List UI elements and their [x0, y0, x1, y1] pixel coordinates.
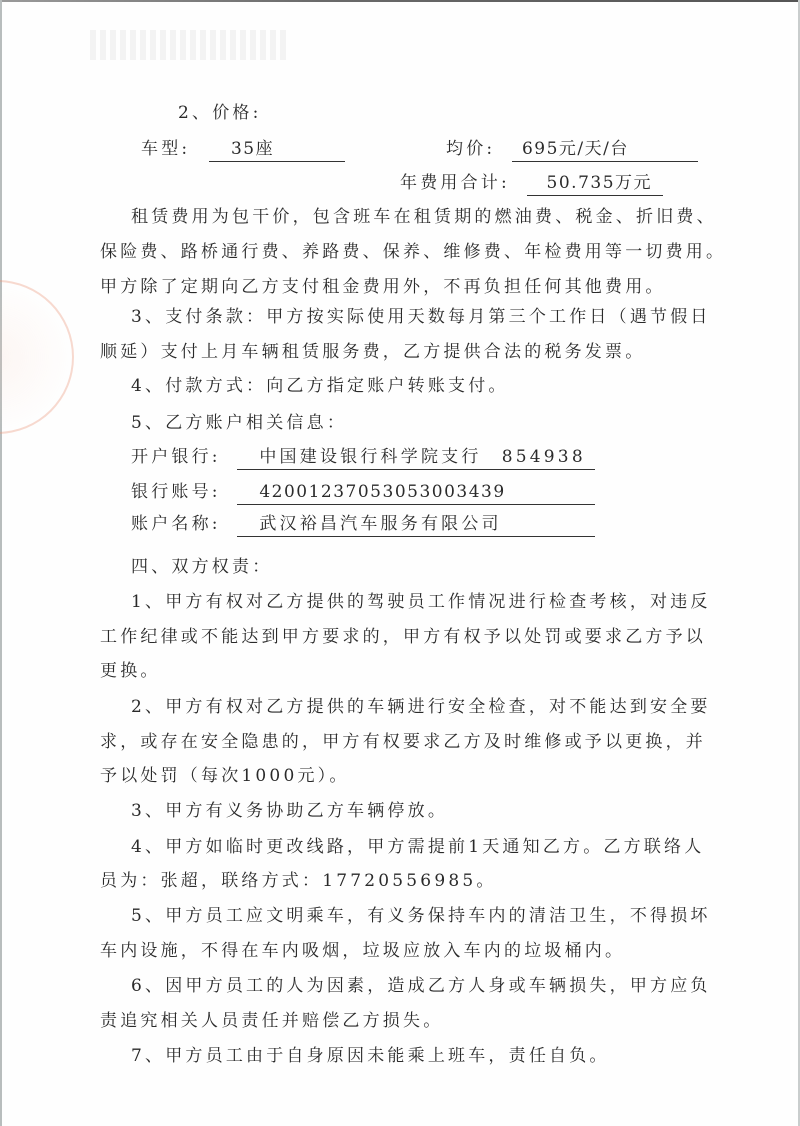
avg-price-row: [446, 138, 698, 162]
rights-item-1-line-3: 更换。: [100, 661, 161, 681]
rights-item-7-line-1: 7、甲方员工由于自身原因未能乘上班车，责任自负。: [131, 1046, 610, 1066]
rights-item-1-line-2: 工作纪律或不能达到甲方要求的，甲方有权予以处罚或要求乙方予以: [100, 627, 706, 647]
vehicle-type-value: 35座: [209, 138, 345, 162]
price-heading: 2、价格:: [178, 103, 262, 123]
payment-method-line: 4、付款方式：向乙方指定账户转账支付。: [131, 376, 509, 396]
rights-item-3-line-1: 3、甲方有义务协助乙方车辆停放。: [131, 801, 449, 821]
bank-row: [131, 446, 595, 470]
account-number-label: 银行账号:: [131, 482, 221, 502]
rights-item-2-line-1: 2、甲方有权对乙方提供的车辆进行安全检查，对不能达到安全要: [131, 697, 711, 717]
rights-item-1-line-1: 1、甲方有权对乙方提供的驾驶员工作情况进行检查考核，对违反: [131, 592, 711, 612]
price-paragraph-line-2: 保险费、路桥通行费、养路费、保养、维修费、年检费用等一切费用。: [100, 242, 727, 262]
payment-terms-line-1: 3、支付条款：甲方按实际使用天数每月第三个工作日（遇节假日: [131, 307, 711, 327]
vehicle-type-row: [141, 138, 345, 162]
account-number-value: 42001237053053003439: [237, 481, 595, 505]
account-info-heading: 5、乙方账户相关信息：: [131, 413, 348, 433]
price-paragraph-line-3: 甲方除了定期向乙方支付租金费用外，不再负担任何其他费用。: [100, 277, 666, 297]
rights-item-6-line-1: 6、因甲方员工的人为因素，造成乙方人身或车辆损失，甲方应负: [131, 976, 711, 996]
account-name-value: 武汉裕昌汽车服务有限公司: [237, 513, 595, 537]
annual-total-value: 50.735万元: [527, 172, 663, 196]
rights-item-4-line-1: 4、甲方如临时更改线路，甲方需提前1天通知乙方。乙方联络人: [131, 837, 705, 857]
annual-total-label: 年费用合计:: [400, 173, 510, 193]
account-number-row: [131, 481, 595, 505]
rights-item-2-line-2: 求，或存在安全隐患的，甲方有权要求乙方及时维修或予以更换，并: [100, 732, 706, 752]
rights-item-5-line-2: 车内设施，不得在车内吸烟，垃圾应放入车内的垃圾桶内。: [100, 941, 626, 961]
payment-terms-line-2: 顺延）支付上月车辆租赁服务费，乙方提供合法的税务发票。: [100, 342, 646, 362]
rights-item-2-line-3: 予以处罚（每次1000元）。: [100, 766, 350, 786]
annual-total-row: [400, 172, 663, 196]
scan-edge-top: [0, 0, 800, 2]
rights-heading: 四、双方权责：: [131, 557, 273, 577]
scan-edge-left: [0, 0, 2, 1126]
rights-item-6-line-2: 责追究相关人员责任并赔偿乙方损失。: [100, 1011, 444, 1031]
rights-item-4-line-2: 员为：张超，联络方式：17720556985。: [100, 871, 497, 891]
bank-label: 开户银行:: [131, 447, 221, 467]
vehicle-type-label: 车型:: [141, 139, 191, 159]
account-name-row: [131, 513, 595, 537]
account-name-label: 账户名称:: [131, 514, 221, 534]
avg-price-value: 695元/天/台: [512, 138, 698, 162]
price-paragraph-line-1: 租赁费用为包干价，包含班车在租赁期的燃油费、税金、折旧费、: [131, 207, 717, 227]
avg-price-label: 均价:: [446, 139, 496, 159]
rights-item-5-line-1: 5、甲方员工应文明乘车，有义务保持车内的清洁卫生，不得损坏: [131, 906, 711, 926]
faded-bleed-through-header: [90, 30, 290, 60]
red-seal-stamp-faint: [0, 280, 74, 434]
bank-value: 中国建设银行科学院支行 854938: [237, 446, 595, 470]
